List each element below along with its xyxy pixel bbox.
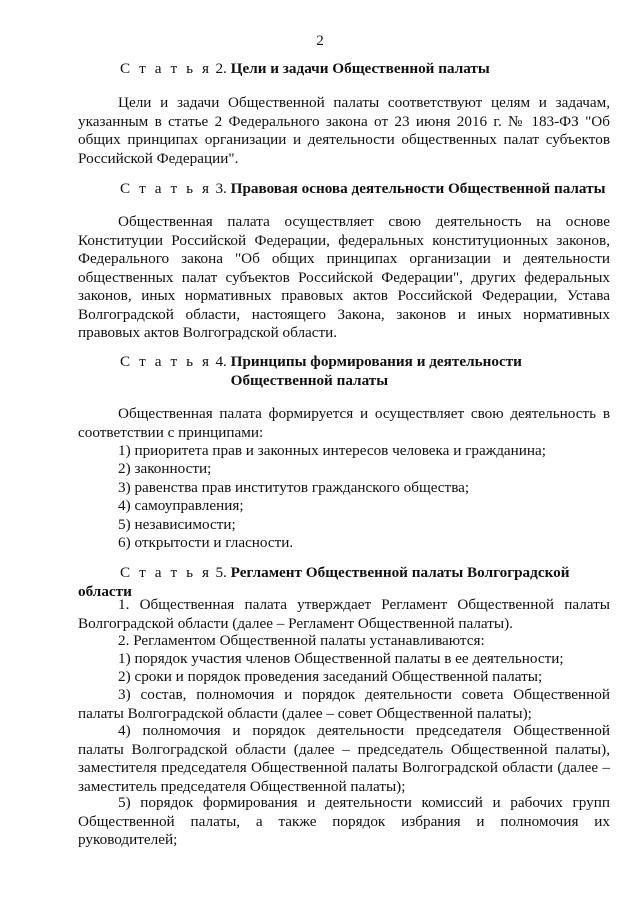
article-5-paragraph-2: 2. Регламентом Общественной палаты устанавливаются: <box>118 632 485 649</box>
list-item: 6) открытости и гласности. <box>118 534 294 551</box>
article-number: 4. <box>215 353 227 370</box>
article-4-heading <box>78 353 610 390</box>
article-3-body: Общественная палата осуществляет свою деятельность на основе Конституции Российской Федерации, федеральных конституционных законов, Федерального закона "Об общих принципах организации и деятельности общественных палат субъектов Российской Федерации", других федеральных законов, иных нормативных правовых актов Российской Федерации, Устава Волгоградской области, настоящего Закона, законов и иных нормативных правовых актов Волгоградской области. <box>78 213 610 341</box>
list-item: 5) независимости; <box>118 516 236 533</box>
list-item: 4) самоуправления; <box>118 497 244 514</box>
article-number: 3. <box>215 180 227 197</box>
article-number: 2. <box>215 60 227 77</box>
article-4-body: Общественная палата формируется и осуществляет свою деятельность в соответствии с принципами: <box>78 405 610 441</box>
article-title: Регламент Общественной палаты Волгоградской области <box>78 564 570 600</box>
article-2-heading <box>78 60 610 79</box>
article-number: 5. <box>215 564 227 581</box>
list-item: 1) приоритета прав и законных интересов человека и гражданина; <box>118 442 547 459</box>
page-number: 2 <box>316 32 324 49</box>
article-2-body: Цели и задачи Общественной палаты соответствуют целям и задачам, указанным в статье 2 Федерального закона от 23 июня 2016 г. № 183-ФЗ "Об общих принципах организации и деятельности общественных палат субъектов Российской Федерации". <box>78 94 610 167</box>
list-item: 2) законности; <box>118 460 212 477</box>
article-word: С т а т ь я <box>120 564 212 581</box>
article-title-line-1: Принципы формирования и деятельности <box>230 353 522 370</box>
article-5-paragraph-1: 1. Общественная палата утверждает Регламент Общественной палаты Волгоградской области (далее – Регламент Общественной палаты). <box>78 596 610 632</box>
article-title: Цели и задачи Общественной палаты <box>230 60 490 77</box>
article-title: Правовая основа деятельности Общественной палаты <box>230 180 606 197</box>
article-5-paragraph-4: 2) сроки и порядок проведения заседаний Общественной палаты; <box>118 668 543 685</box>
article-title-line-2: Общественной палаты <box>230 371 389 389</box>
article-word: С т а т ь я <box>120 60 212 77</box>
article-3-heading <box>78 180 610 199</box>
list-item: 3) равенства прав институтов гражданского общества; <box>118 479 470 496</box>
article-5-paragraph-5: 3) состав, полномочия и порядок деятельности совета Общественной палаты Волгоградской области (далее – совет Общественной палаты); <box>78 686 610 722</box>
article-5-paragraph-3: 1) порядок участия членов Общественной палаты в ее деятельности; <box>118 650 564 667</box>
article-5-paragraph-7: 5) порядок формирования и деятельности комиссий и рабочих групп Общественной палаты, а также порядок избрания и полномочия их руководителей; <box>78 794 610 848</box>
article-word: С т а т ь я <box>120 180 212 197</box>
article-word: С т а т ь я <box>120 353 212 370</box>
article-5-paragraph-6: 4) полномочия и порядок деятельности председателя Общественной палаты Волгоградской области (далее – председатель Общественной палаты), заместителя председателя Общественной палаты Волгоградской области (далее – заместитель председателя Общественной палаты); <box>78 722 610 795</box>
